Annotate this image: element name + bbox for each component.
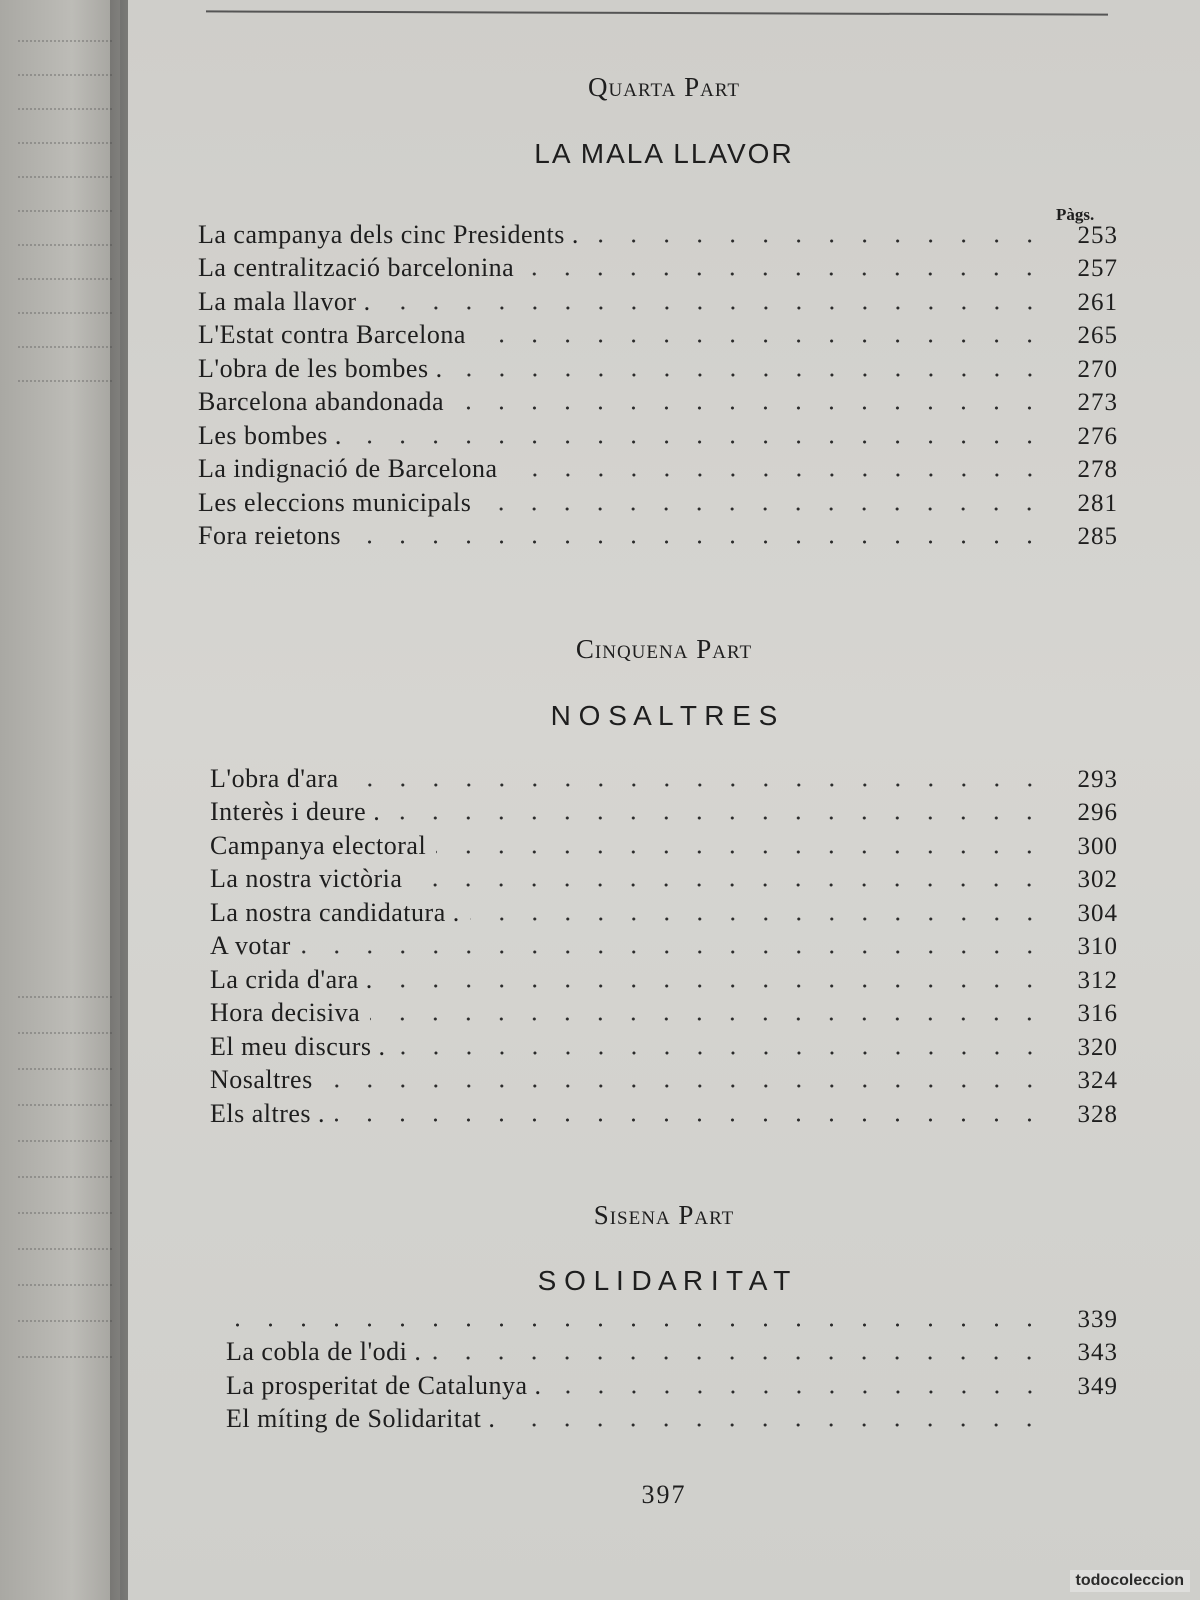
ghost-leader-dots [18, 380, 112, 388]
toc-entry [198, 216, 1118, 250]
toc-entry-title: El míting de Solidaritat . [226, 1404, 496, 1433]
leader-dots [370, 1017, 1046, 1021]
toc-entry-page: 343 [1077, 1339, 1118, 1366]
leader-dots [508, 473, 1046, 477]
toc-entry [210, 928, 1118, 962]
ghost-leader-dots [18, 142, 112, 150]
toc-entry-title: Les eleccions municipals [198, 487, 472, 517]
ghost-leader-dots [18, 176, 112, 184]
toc-entry [210, 794, 1118, 828]
toc-entry-title: Hora decisiva [210, 998, 361, 1027]
toc-entry [226, 1401, 1118, 1435]
toc-entry-title: Campanya electoral [210, 830, 427, 860]
part-title-solidaritat: S O L I D A R I T A T [537, 1265, 791, 1296]
leader-dots [481, 507, 1046, 511]
facing-page-edge [0, 0, 120, 1600]
toc-entry [210, 1095, 1118, 1129]
ghost-leader-dots [18, 1284, 112, 1292]
toc-entry [210, 961, 1118, 995]
toc-entry [210, 995, 1118, 1029]
toc-entry-page: 328 [1077, 1100, 1118, 1128]
toc-entry [198, 417, 1118, 451]
toc-entry-page: 302 [1077, 866, 1118, 893]
part-label-quarta: Quarta Part [588, 72, 740, 102]
toc-section-quarta [198, 216, 1118, 551]
ghost-leader-dots [18, 1248, 112, 1256]
ghost-leader-dots [18, 1104, 112, 1112]
ghost-leader-dots [18, 1176, 112, 1184]
leader-dots [524, 272, 1046, 276]
toc-entry-page: 304 [1077, 899, 1118, 927]
leader-dots [335, 1118, 1046, 1122]
page-number: 397 [641, 1480, 687, 1509]
toc-entry [226, 1334, 1118, 1368]
leader-dots [236, 1323, 1046, 1327]
toc-entry [226, 1367, 1118, 1401]
leader-dots [383, 984, 1046, 988]
toc-entry-title: La crida d'ara . [210, 964, 373, 994]
toc-entry-page: 265 [1077, 322, 1118, 349]
toc-section-cinquena [210, 760, 1118, 1129]
toc-entry-title: L'obra d'ara [210, 763, 339, 793]
toc-entry-page: 293 [1077, 765, 1118, 793]
toc-entry-page: 270 [1077, 355, 1118, 383]
part-label-cinquena: Cinquena Part [575, 634, 753, 664]
leader-dots [476, 339, 1046, 343]
toc-entry-title: La mala llavor . [198, 286, 371, 316]
toc-entry-title: La nostra candidatura . [210, 897, 460, 927]
toc-entry-page: 253 [1077, 221, 1118, 249]
leader-dots [396, 1051, 1046, 1055]
toc-entry [210, 827, 1118, 861]
ghost-leader-dots [18, 74, 112, 82]
toc-entry [198, 250, 1118, 284]
toc-entry-title: A votar [210, 931, 291, 960]
leader-dots [351, 540, 1046, 544]
toc-entry-page: 320 [1077, 1033, 1118, 1061]
toc-entry-page: 300 [1077, 832, 1118, 860]
ghost-leader-dots [18, 346, 112, 354]
toc-entry-title: L'Estat contra Barcelona [198, 320, 466, 349]
toc-entry [198, 518, 1118, 552]
leader-dots [352, 440, 1046, 444]
toc-entry-title: Les bombes . [198, 420, 342, 450]
ghost-leader-dots [18, 312, 112, 320]
ghost-leader-dots [18, 1068, 112, 1076]
ghost-leader-dots [18, 996, 112, 1004]
toc-entry-page: 310 [1077, 933, 1118, 960]
book-page [128, 0, 1200, 1600]
toc-entry-page: 261 [1077, 288, 1118, 316]
toc-entry-page: 278 [1077, 456, 1118, 483]
leader-dots [412, 883, 1046, 887]
toc-entry [198, 283, 1118, 317]
toc-entry [210, 1028, 1118, 1062]
toc-entry [226, 1300, 1118, 1334]
ghost-leader-dots [18, 1320, 112, 1328]
leader-dots [381, 306, 1046, 310]
ghost-leader-dots [18, 210, 112, 218]
leader-dots [301, 950, 1046, 954]
toc-entry [198, 451, 1118, 485]
ghost-leader-dots [18, 1140, 112, 1148]
ghost-leader-dots [18, 108, 112, 116]
toc-section-sisena [226, 1300, 1118, 1434]
toc-entry [210, 1062, 1118, 1096]
toc-entry-page: 285 [1077, 523, 1118, 550]
toc-entry-title: Barcelona abandonada [198, 387, 445, 416]
toc-entry-page: 316 [1077, 1000, 1118, 1027]
ghost-leader-dots [18, 1356, 112, 1364]
toc-entry-page: 349 [1077, 1372, 1118, 1400]
leader-dots [431, 1356, 1046, 1360]
toc-entry [210, 894, 1118, 928]
ghost-leader-dots [18, 40, 112, 48]
toc-entry [198, 484, 1118, 518]
leader-dots [453, 373, 1046, 377]
toc-entry [198, 350, 1118, 384]
pags-header: Pàgs. [1056, 205, 1095, 224]
part-title-nosaltres: N O S A L T R E S [550, 700, 778, 731]
toc-entry [198, 317, 1118, 351]
toc-entry-title: La indignació de Barcelona [198, 454, 498, 483]
toc-entry-page: 273 [1077, 389, 1118, 416]
toc-entry-title: Fora reietons [198, 521, 341, 550]
toc-entry-page: 324 [1077, 1067, 1118, 1094]
toc-entry [198, 384, 1118, 418]
toc-entry-title: Nosaltres [210, 1065, 313, 1094]
toc-entry [210, 861, 1118, 895]
toc-entry-title: La centralització barcelonina [198, 253, 515, 282]
leader-dots [454, 406, 1046, 410]
part-title-mala-llavor: LA MALA LLAVOR [534, 138, 794, 169]
ghost-leader-dots [18, 278, 112, 286]
ghost-leader-dots [18, 1032, 112, 1040]
leader-dots [470, 917, 1046, 921]
ghost-leader-dots [18, 1212, 112, 1220]
leader-dots [323, 1084, 1046, 1088]
toc-entry-page: 281 [1077, 489, 1118, 517]
toc-entry-title: La campanya dels cinc Presidents . [198, 219, 579, 249]
leader-dots [589, 239, 1046, 243]
toc-entry-page: 339 [1077, 1305, 1118, 1333]
toc-entry-title: Interès i deure . [210, 797, 381, 826]
toc-entry [210, 760, 1118, 794]
leader-dots [505, 1423, 1046, 1427]
toc-entry-title: L'obra de les bombes . [198, 353, 443, 383]
watermark-logo: todocoleccion [1070, 1570, 1190, 1592]
part-label-sisena: Sisena Part [593, 1200, 735, 1230]
leader-dots [552, 1390, 1046, 1394]
toc-entry-title: La nostra victòria [210, 864, 403, 893]
top-rule [206, 10, 1108, 15]
toc-entry-page: 276 [1077, 422, 1118, 450]
leader-dots [436, 850, 1046, 854]
toc-entry-page: 296 [1077, 799, 1118, 826]
toc-entry-title: La prosperitat de Catalunya . [226, 1370, 542, 1400]
toc-entry-title: Els altres . [210, 1098, 326, 1128]
toc-entry-title: La cobla de l'odi . [226, 1337, 422, 1366]
toc-entry-title: El meu discurs . [210, 1031, 386, 1061]
ghost-leader-dots [18, 244, 112, 252]
leader-dots [390, 816, 1046, 820]
toc-entry-page: 312 [1077, 966, 1118, 994]
toc-entry-page: 257 [1077, 255, 1118, 282]
leader-dots [349, 783, 1046, 787]
